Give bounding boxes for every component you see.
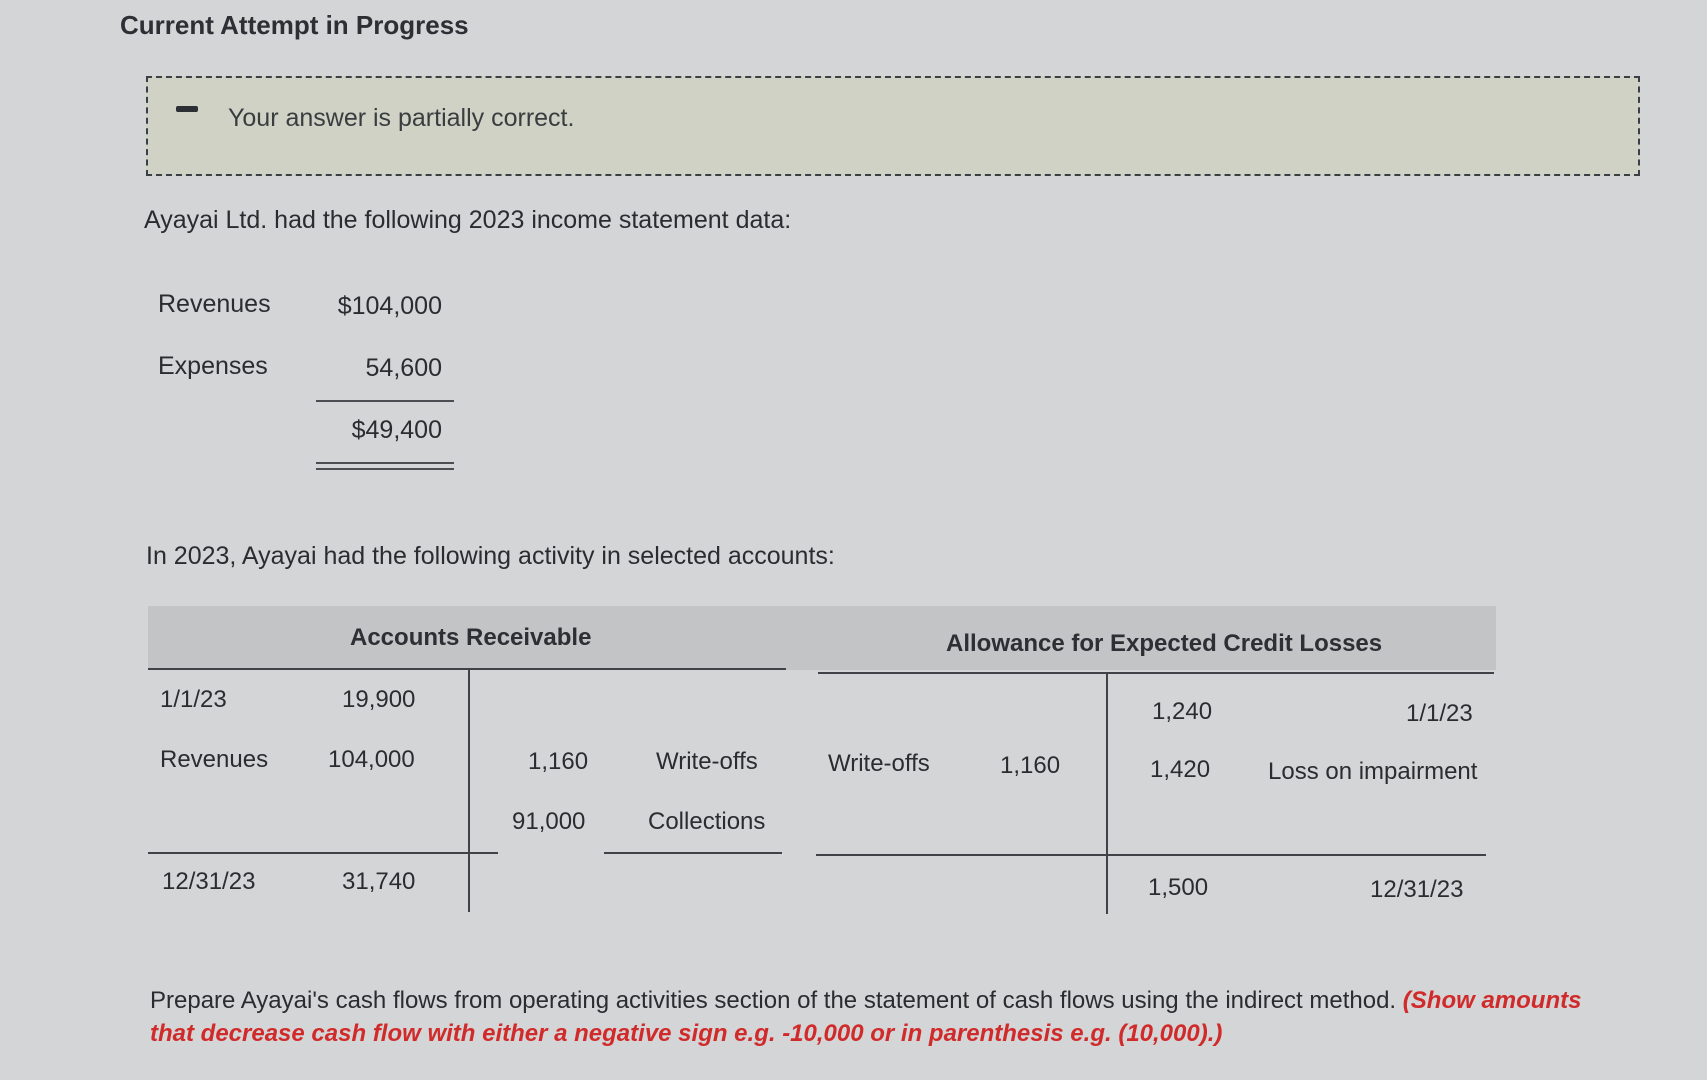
ar-debit-total-rule bbox=[148, 852, 498, 854]
allowance-loss-label: Loss on impairment bbox=[1268, 758, 1478, 785]
allowance-opening-amount: 1,240 bbox=[1152, 698, 1213, 725]
instructions-text: Prepare Ayayai's cash flows from operating activities section of the statement of cash flows using the indirect method. bbox=[150, 987, 1397, 1014]
allowance-total-rule bbox=[816, 854, 1486, 856]
minus-icon bbox=[176, 106, 198, 112]
ar-opening-amount: 19,900 bbox=[342, 686, 416, 713]
page-title: Current Attempt in Progress bbox=[120, 10, 469, 40]
ar-revenues-label: Revenues bbox=[160, 746, 269, 773]
subtotal-rule bbox=[316, 400, 454, 402]
allowance-top-rule bbox=[818, 672, 1494, 674]
allowance-ending-amount: 1,500 bbox=[1148, 874, 1209, 901]
activity-intro: In 2023, Ayayai had the following activity in selected accounts: bbox=[146, 542, 835, 570]
ar-writeoffs-label: Write-offs bbox=[656, 748, 758, 775]
ar-revenues-amount: 104,000 bbox=[328, 746, 415, 773]
expenses-label: Expenses bbox=[158, 352, 268, 380]
allowance-loss-amount: 1,420 bbox=[1150, 756, 1211, 783]
allowance-writeoffs-label: Write-offs bbox=[828, 750, 930, 777]
ar-ending-label: 12/31/23 bbox=[162, 868, 256, 895]
ar-ending-amount: 31,740 bbox=[342, 868, 416, 895]
instructions-note: (Show amounts that decrease cash flow with either a negative sign e.g. -10,000 or in parenthesis e.g. (10,000).) bbox=[150, 987, 1582, 1047]
instructions bbox=[150, 984, 1590, 1050]
ar-credit-total-rule bbox=[604, 852, 782, 854]
total-double-rule bbox=[316, 462, 454, 470]
ar-collections-label: Collections bbox=[648, 808, 766, 835]
problem-intro: Ayayai Ltd. had the following 2023 income statement data: bbox=[144, 206, 792, 234]
net-income-value: $49,400 bbox=[351, 416, 442, 444]
feedback-message: Your answer is partially correct. bbox=[228, 104, 575, 132]
allowance-ending-label: 12/31/23 bbox=[1370, 876, 1464, 903]
revenues-value: $104,000 bbox=[337, 292, 442, 320]
expenses-value: 54,600 bbox=[365, 354, 442, 382]
allowance-writeoffs-amount: 1,160 bbox=[1000, 752, 1061, 779]
revenues-label: Revenues bbox=[158, 290, 271, 318]
accounts-receivable-title: Accounts Receivable bbox=[350, 624, 592, 651]
ar-top-rule bbox=[148, 668, 786, 670]
ar-collections-amount: 91,000 bbox=[512, 808, 586, 835]
ar-writeoffs-amount: 1,160 bbox=[528, 748, 589, 775]
allowance-title: Allowance for Expected Credit Losses bbox=[946, 630, 1383, 657]
allowance-center-line bbox=[1106, 672, 1108, 914]
allowance-opening-label: 1/1/23 bbox=[1406, 700, 1473, 727]
ar-opening-label: 1/1/23 bbox=[160, 686, 227, 713]
ar-center-line bbox=[468, 668, 470, 912]
